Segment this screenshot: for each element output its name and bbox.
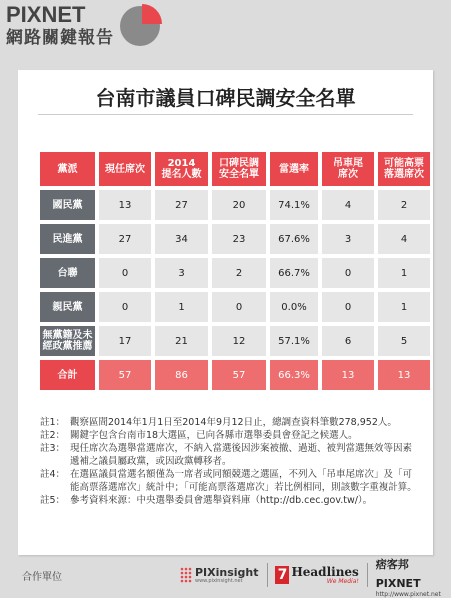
footnote [40, 416, 420, 429]
pixinsight-logo [180, 567, 259, 584]
table-row [40, 292, 430, 322]
total-cell: 13 [378, 360, 430, 390]
table-cell: 57.1% [270, 326, 318, 356]
content-card [18, 70, 433, 555]
table-cell: 1 [378, 258, 430, 288]
table-cell: 20 [212, 190, 266, 220]
pixnet-url: http://www.pixnet.net [375, 590, 441, 598]
table-cell: 1 [155, 292, 208, 322]
logo-divider [267, 563, 268, 587]
column-header: 2014 提名人數 [155, 152, 208, 186]
table-row [40, 224, 430, 254]
footnote-key: 註2： [40, 430, 66, 441]
total-cell: 66.3% [270, 360, 318, 390]
column-header: 可能高票 落選席次 [378, 152, 430, 186]
headlines-name: Headlines [291, 564, 359, 579]
table-cell: 1 [378, 292, 430, 322]
party-label: 國民黨 [40, 190, 95, 220]
brand-subtitle: 網路關鍵報告 [6, 28, 114, 48]
table-cell: 3 [322, 224, 374, 254]
table-cell: 6 [322, 326, 374, 356]
table-cell: 23 [212, 224, 266, 254]
brand-name: PIXNET [6, 2, 86, 27]
footnote-text: 在選區議員當選名額僅為一席者或同額競選之選區，不列入「吊車尾席次」及「可能高票落選席次」統計中；「可能高票落選席次」若比例相同，則該數字重複計算。 [70, 469, 417, 493]
column-header: 口碑民調 安全名單 [212, 152, 266, 186]
table-cell: 0 [322, 258, 374, 288]
footnote-text: 參考資料來源：中央選舉委員會選舉資料庫（http://db.cec.gov.tw/）。 [70, 495, 373, 506]
table-cell: 27 [99, 224, 151, 254]
table-cell: 34 [155, 224, 208, 254]
title-divider [38, 114, 413, 115]
table-cell: 74.1% [270, 190, 318, 220]
headlines-tagline: We Media! [326, 577, 359, 585]
table-cell: 0.0% [270, 292, 318, 322]
table-cell: 67.6% [270, 224, 318, 254]
footnote-key: 註5： [40, 495, 66, 506]
data-table [40, 152, 430, 394]
table-cell: 3 [155, 258, 208, 288]
footnote [40, 429, 420, 442]
party-label: 民進黨 [40, 224, 95, 254]
pixnet-logo [376, 553, 451, 598]
table-cell: 5 [378, 326, 430, 356]
footnote-key: 註4： [40, 469, 66, 480]
footnotes [40, 416, 420, 507]
table-cell: 27 [155, 190, 208, 220]
total-cell: 86 [155, 360, 208, 390]
footnote [40, 494, 420, 507]
table-cell: 13 [99, 190, 151, 220]
table-cell: 12 [212, 326, 266, 356]
total-cell: 57 [212, 360, 266, 390]
table-cell: 4 [322, 190, 374, 220]
table-row [40, 190, 430, 220]
party-label: 無黨籍及未 經政黨推薦 [40, 326, 95, 356]
table-cell: 66.7% [270, 258, 318, 288]
column-header: 黨派 [40, 152, 95, 186]
party-label: 台聯 [40, 258, 95, 288]
pixinsight-url: www.pixinsight.net [195, 577, 243, 584]
column-header: 當選率 [270, 152, 318, 186]
partners-label: 合作單位 [22, 572, 62, 583]
footnote [40, 468, 420, 494]
logo-divider [367, 563, 368, 587]
table-cell: 0 [322, 292, 374, 322]
party-label: 親民黨 [40, 292, 95, 322]
column-header: 現任席次 [99, 152, 151, 186]
page-title: 台南市議員口碑民調安全名單 [95, 86, 356, 110]
table-cell: 4 [378, 224, 430, 254]
table-cell: 21 [155, 326, 208, 356]
headlines-logo [275, 566, 358, 585]
footnote-key: 註3： [40, 443, 66, 454]
footnote [40, 442, 420, 468]
table-cell: 0 [99, 292, 151, 322]
table-header-row [40, 152, 430, 186]
table-total-row [40, 360, 430, 390]
table-cell: 0 [99, 258, 151, 288]
table-cell: 2 [212, 258, 266, 288]
pixinsight-name: PIXinsight [195, 565, 259, 579]
table-cell: 17 [99, 326, 151, 356]
pixnet-cn-name: 痞客邦 [375, 557, 409, 571]
dot-grid-icon [180, 567, 192, 583]
total-label: 合計 [40, 360, 95, 390]
table-row [40, 326, 430, 356]
headlines-number: 7 [275, 566, 289, 584]
column-header: 吊車尾 席次 [322, 152, 374, 186]
footnote-text: 觀察區間2014年1月1日至2014年9月12日止，總調查資料筆數278,952人。 [70, 417, 397, 428]
table-cell: 0 [212, 292, 266, 322]
table-cell: 2 [378, 190, 430, 220]
footnote-text: 關鍵字包含台南市18大選區，已向各縣市選舉委員會登記之候選人。 [70, 430, 358, 441]
footnote-key: 註1： [40, 417, 66, 428]
total-cell: 13 [322, 360, 374, 390]
partner-logos [180, 557, 451, 598]
pie-logo-icon [118, 4, 162, 48]
pixnet-name: PIXNET [375, 576, 421, 590]
brand-logo [6, 4, 114, 48]
table-row [40, 258, 430, 288]
total-cell: 57 [99, 360, 151, 390]
footnote-text: 現任席次為選舉當選席次，不納入當選後因涉案被撤、過逝、被判當選無效等因素遞補之議員屬政黨，或因政黨轉移者。 [70, 443, 413, 467]
